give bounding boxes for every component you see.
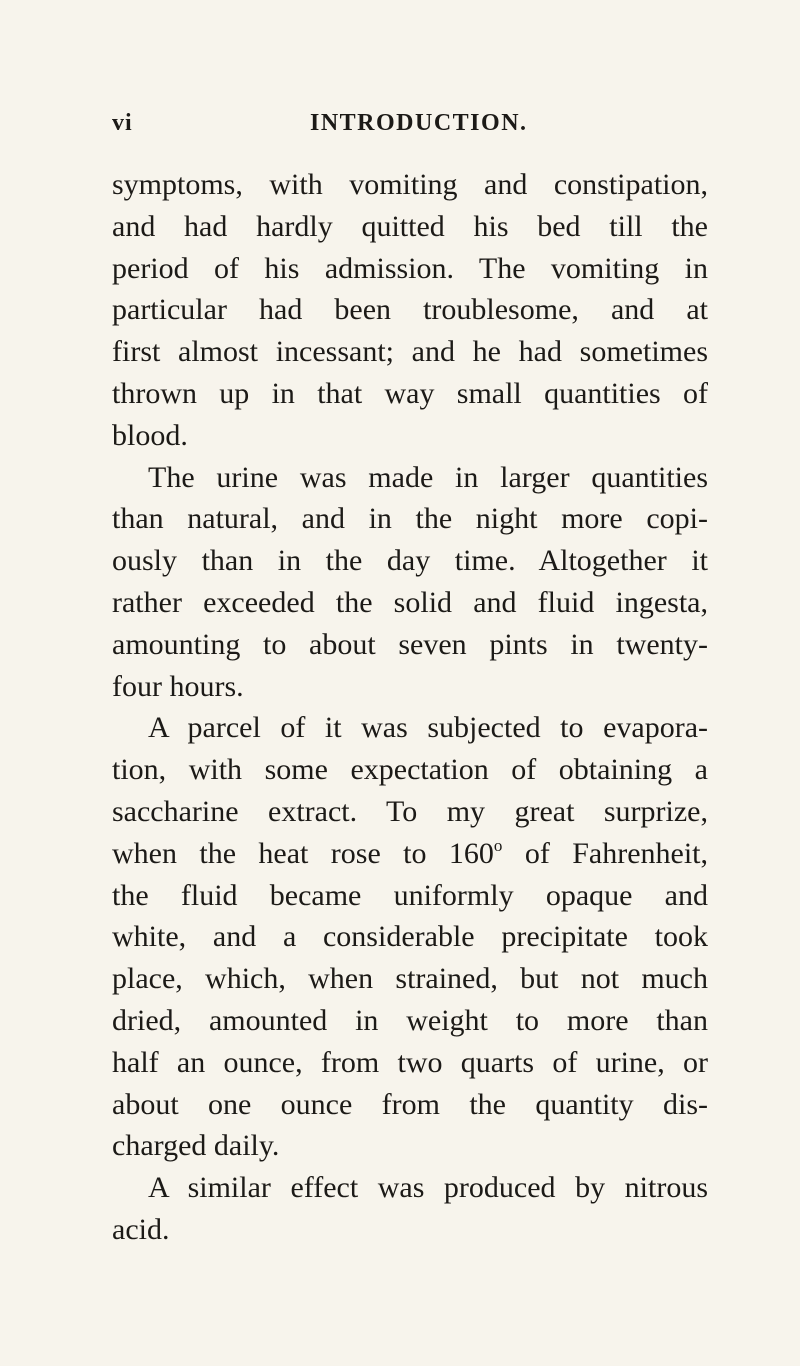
text-line: white, and a considerable precipitate took [112, 920, 708, 954]
text-line: rather exceeded the solid and fluid ingesta, [112, 585, 708, 619]
text-line: than natural, and in the night more copi- [112, 502, 708, 536]
text-line: and had hardly quitted his bed till the [112, 209, 708, 243]
text-line: blood. [112, 418, 188, 452]
running-head: INTRODUCTION. [310, 110, 528, 136]
text-line: period of his admission. The vomiting in [112, 251, 708, 285]
text-line: place, which, when strained, but not much [112, 962, 708, 996]
text-line: first almost incessant; and he had sometimes [112, 335, 708, 369]
page-header [112, 110, 712, 144]
text-line: saccharine extract. To my great surprize, [112, 794, 708, 828]
text-line: amounting to about seven pints in twenty- [112, 627, 708, 661]
text-segment: of Fahrenheit, [502, 836, 709, 870]
text-line: four hours. [112, 669, 244, 703]
text-line: symptoms, with vomiting and constipation, [112, 168, 708, 201]
text-line: acid. [112, 1212, 170, 1246]
text-line: particular had been troublesome, and at [112, 293, 708, 327]
text-line: charged daily. [112, 1129, 280, 1163]
text-line: dried, amounted in weight to more than [112, 1003, 708, 1037]
text-line: thrown up in that way small quantities of [112, 376, 708, 410]
text-line [112, 833, 708, 875]
text-line: A parcel of it was subjected to evapora- [148, 711, 708, 745]
text-line: The urine was made in larger quantities [148, 460, 708, 494]
text-line: ously than in the day time. Altogether it [112, 544, 708, 578]
text-line: tion, with some expectation of obtaining a [112, 753, 708, 787]
text-line: A similar effect was produced by nitrous [148, 1171, 708, 1205]
body-text [112, 164, 708, 1251]
text-line: the fluid became uniformly opaque and [112, 878, 708, 912]
degree-symbol: o [493, 835, 503, 855]
text-line: about one ounce from the quantity dis- [112, 1087, 708, 1121]
text-segment: when the heat rose to 160 [112, 836, 494, 870]
page-number: vi [112, 110, 133, 136]
text-line: half an ounce, from two quarts of urine, or [112, 1045, 708, 1079]
